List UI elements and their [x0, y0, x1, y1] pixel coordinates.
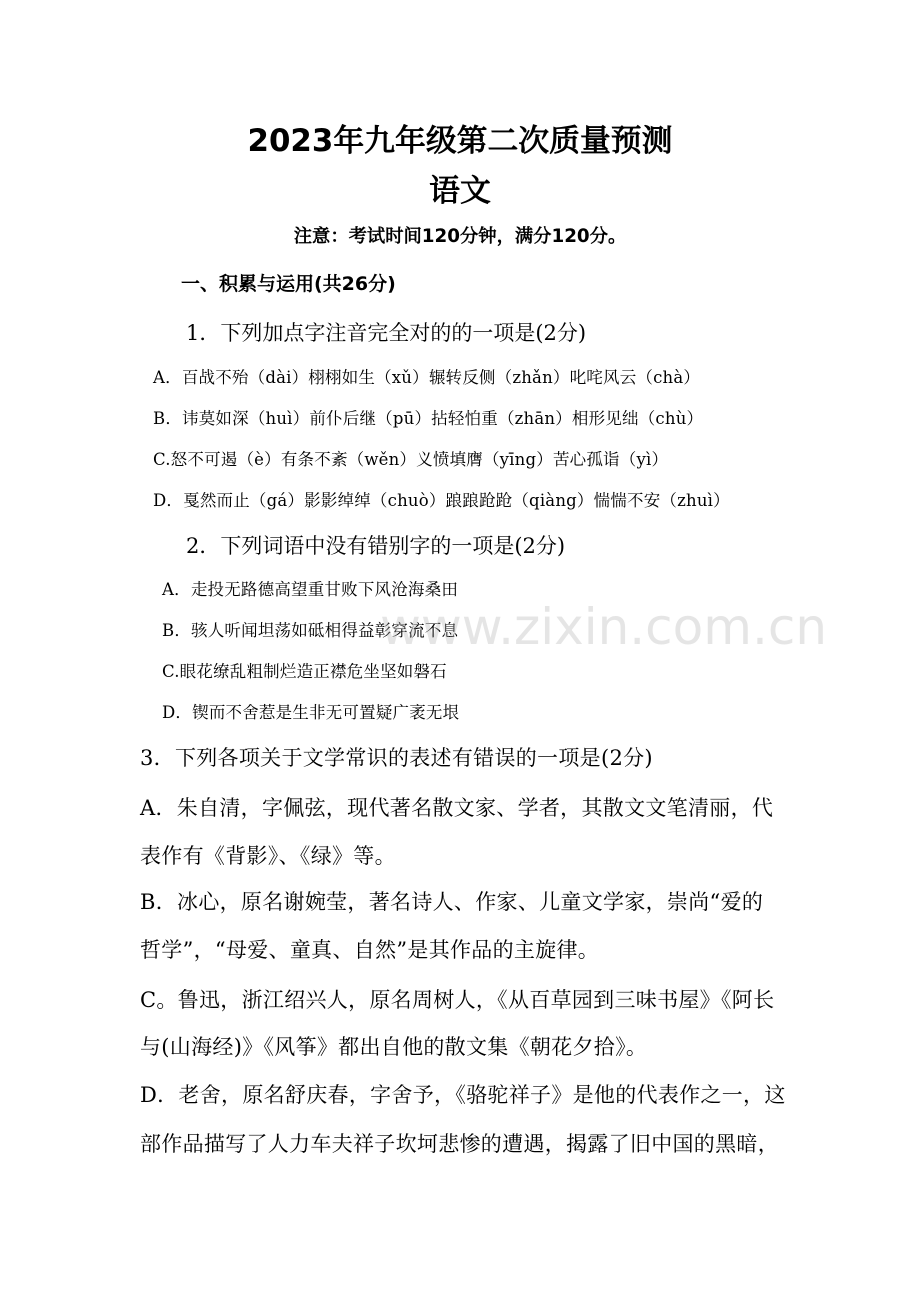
question-2-option-c: C.眼花缭乱粗制烂造正襟危坐坚如磐石 — [162, 662, 447, 681]
question-2-option-d: D．锲而不舍惹是生非无可置疑广袤无垠 — [162, 703, 460, 722]
question-1-option-d: D．戛然而止（gá）影影绰绰（chuò）踉踉跄跄（qiàng）惴惴不安（zhuì） — [153, 491, 730, 510]
section-heading: 一、积累与运用(共26分) — [181, 273, 396, 295]
question-3-line: 与(山海经)》《风筝》都出自他的散文集《朝花夕拾》。 — [140, 1035, 648, 1059]
question-1-stem: 1．下列加点字注音完全对的的一项是(2分) — [186, 321, 587, 345]
question-3-line: B．冰心，原名谢婉莹，著名诗人、作家、儿童文学家，崇尚“爱的 — [140, 890, 764, 914]
question-3-line: 表作有《背影》、《绿》等。 — [140, 844, 396, 868]
question-2-stem: 2．下列词语中没有错别字的一项是(2分) — [186, 534, 566, 558]
question-3-line: D．老舍，原名舒庆春，字舍予，《骆驼祥子》是他的代表作之一，这 — [140, 1083, 786, 1107]
question-1-option-c: C.怒不可遏（è）有条不紊（wěn）义愤填膺（yīng）苦心孤诣（yì） — [153, 450, 669, 469]
exam-subject: 语文 — [429, 173, 491, 209]
question-2-option-b: B．骇人听闻坦荡如砥相得益彰穿流不息 — [162, 621, 459, 640]
exam-notice: 注意：考试时间120分钟，满分120分。 — [293, 226, 627, 247]
question-2-option-a: A．走投无路德高望重甘败下风沧海桑田 — [162, 580, 459, 599]
question-3-line: 哲学”，“母爱、童真、自然”是其作品的主旋律。 — [140, 938, 600, 962]
question-3-line: C。鲁迅，浙江绍兴人，原名周树人，《从百草园到三味书屋》《阿长 — [140, 988, 775, 1012]
question-3-stem: 3．下列各项关于文学常识的表述有错误的一项是(2分) — [140, 746, 653, 770]
question-3-line: 部作品描写了人力车夫祥子坎坷悲惨的遭遇，揭露了旧中国的黑暗， — [140, 1132, 779, 1156]
question-3-line: A．朱自清，字佩弦，现代著名散文家、学者，其散文文笔清丽，代 — [140, 796, 774, 820]
question-1-option-a: A．百战不殆（dài）栩栩如生（xǔ）辗转反侧（zhǎn）叱咤风云（chà） — [153, 368, 701, 387]
exam-title: 2023年九年级第二次质量预测 — [247, 123, 673, 159]
question-1-option-b: B．讳莫如深（huì）前仆后继（pū）拈轻怕重（zhān）相形见绌（chù） — [153, 409, 704, 428]
watermark: www.zixin.com.cn — [380, 598, 828, 656]
